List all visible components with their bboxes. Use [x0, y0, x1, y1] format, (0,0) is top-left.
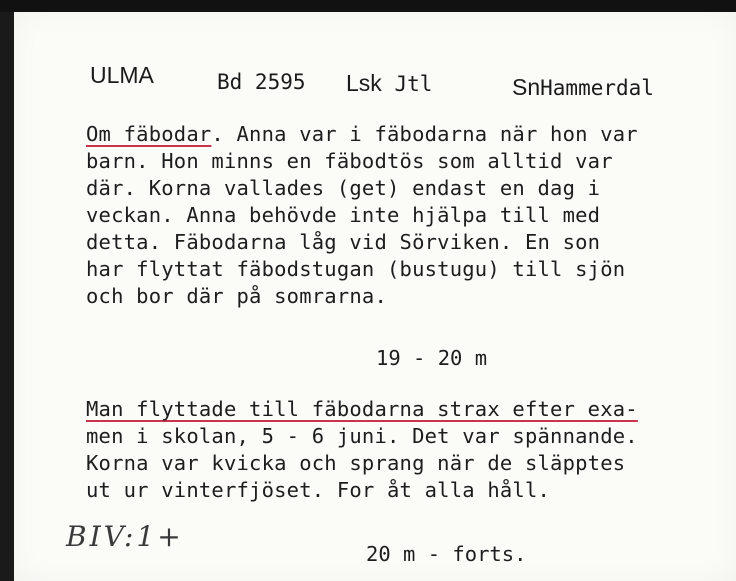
- section2-heading: Man flyttade till fäbodarna strax efter exa-: [86, 397, 638, 421]
- section1-line-1-rest: . Anna var i fäbodarna när hon var: [211, 122, 638, 146]
- section1-line-5: detta. Fäbodarna låg vid Sörviken. En son: [86, 230, 601, 254]
- parish-field: [512, 74, 654, 101]
- section2-line-2: men i skolan, 5 - 6 juni. Det var spännande.: [86, 424, 638, 448]
- section1-line-1: [86, 122, 706, 146]
- section1-line-6: har flyttat fäbodstugan (bustugu) till sjön: [86, 257, 626, 281]
- county-label: Lsk: [346, 70, 382, 96]
- parish-value: Hammerdal: [540, 76, 654, 100]
- section2-line-3: Korna var kvicka och sprang när de släpptes: [86, 451, 626, 475]
- section1-line-4: veckan. Anna behövde inte hjälpa till med: [86, 203, 601, 227]
- scan-top-edge: [0, 0, 736, 12]
- section1-line-7: och bor där på somrarna.: [86, 284, 388, 308]
- section1-line-3: där. Korna vallades (get) endast en dag i: [86, 176, 601, 200]
- section2-measure: 20 m - forts.: [366, 542, 527, 566]
- parish-label: Sn: [512, 74, 541, 100]
- section1-line-2: barn. Hon minns en fäbodtös som alltid var: [86, 149, 613, 173]
- archive-code: ULMA: [90, 62, 154, 88]
- archive-card: [14, 12, 736, 581]
- section1-heading: Om fäbodar: [86, 122, 212, 146]
- county-value: Jtl: [394, 72, 433, 96]
- section2-line-4: ut ur vinterfjöset. For åt alla håll.: [86, 478, 551, 502]
- handwritten-code: BIV:1+: [66, 520, 184, 553]
- county-field: [346, 70, 432, 97]
- record-number: Bd 2595: [217, 70, 306, 94]
- section2-line-1: [86, 397, 706, 421]
- section1-measure: 19 - 20 m: [376, 346, 488, 370]
